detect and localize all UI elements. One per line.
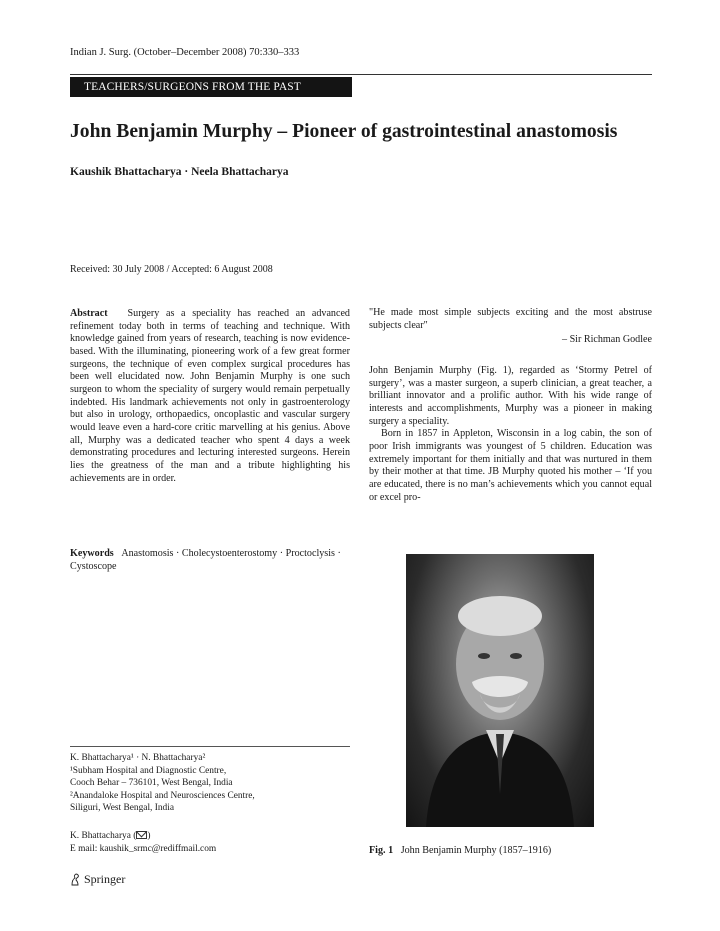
article-authors: Kaushik Bhattacharya · Neela Bhattacharya bbox=[70, 166, 289, 178]
abstract-label: Abstract bbox=[70, 308, 108, 319]
abstract bbox=[70, 308, 350, 485]
epigraph-attribution: – Sir Richman Godlee bbox=[562, 334, 652, 345]
affiliation-line: ²Anandaloke Hospital and Neurosciences Centre, bbox=[70, 790, 255, 801]
body-paragraph-1: John Benjamin Murphy (Fig. 1), regarded as ‘Stormy Petrel of surgery’, was a master surgeon, a superb clinician, a great teacher, a brilliant innovator and a prolific author. With his wide range of interests and accomplishments, Murphy was a pioneer in making surgery a speciality. bbox=[369, 365, 652, 427]
journal-reference: Indian J. Surg. (October–December 2008) 70:330–333 bbox=[70, 47, 300, 58]
keywords-label: Keywords bbox=[70, 548, 114, 559]
portrait-photo bbox=[406, 554, 594, 827]
author-affiliations bbox=[70, 752, 355, 815]
epigraph-quote: "He made most simple subjects exciting and the most abstruse subjects clear" bbox=[369, 307, 652, 331]
affiliation-line: K. Bhattacharya¹ · N. Bhattacharya² bbox=[70, 753, 206, 763]
section-banner: TEACHERS/SURGEONS FROM THE PAST bbox=[70, 77, 352, 97]
header-rule bbox=[70, 74, 652, 75]
correspondence-email[interactable]: E mail: kaushik_srmc@rediffmail.com bbox=[70, 843, 217, 854]
springer-horse-icon bbox=[70, 873, 80, 886]
abstract-text: Surgery as a speciality has reached an advanced refinement today both in terms of teaching and technique. With knowledge gained from years of research, teaching is now evidence-based. With the illuminating, pioneering work of a few great former surgeons, the technique of even complex surgical procedures has been well elucidated now. John Benjamin Murphy is one such surgeon to whom the speciality of surgery would remain perpetually indebted. His landmark achievements not only in gastroenterology but also in urology, orthopaedics, oncoplastic and vascular surgery would leave even a hard-core critic marvelling at his genius. Above all, Murphy was a dedicated teacher who spent 4 days a week demonstrating procedures and lecturing interested surgeons. Herein lies the greatness of the man and a tribute highlighting his achievements are in order. bbox=[70, 308, 350, 484]
received-date: Received: 30 July 2008 / Accepted: 6 August 2008 bbox=[70, 264, 273, 275]
affiliation-rule bbox=[70, 746, 350, 747]
keywords-text: Anastomosis · Cholecystoenterostomy · Proctoclysis · Cystoscope bbox=[70, 548, 341, 572]
affiliation-line: ¹Subham Hospital and Diagnostic Centre, bbox=[70, 765, 227, 776]
correspondence-name: K. Bhattacharya ( ) bbox=[70, 831, 151, 841]
publisher-name: Springer bbox=[84, 872, 126, 886]
correspondence bbox=[70, 830, 216, 855]
keywords bbox=[70, 548, 350, 573]
figure-label: Fig. 1 bbox=[369, 845, 394, 856]
body-text bbox=[369, 365, 652, 504]
affiliation-line: Cooch Behar – 736101, West Bengal, India bbox=[70, 778, 233, 789]
envelope-icon bbox=[136, 831, 147, 839]
article-title: John Benjamin Murphy – Pioneer of gastrointestinal anastomosis bbox=[70, 121, 618, 142]
figure-caption-text: John Benjamin Murphy (1857–1916) bbox=[400, 845, 552, 856]
publisher-logo bbox=[70, 872, 125, 887]
body-paragraph-2: Born in 1857 in Appleton, Wisconsin in a log cabin, the son of poor Irish immigrants was youngest of 5 children. Education was extremely important for them initially and that was nurtured in them by their mother at that time. JB Murphy quoted his mother – ‘If you are educated, there is no man’s achievements which you cannot equal or excel pro- bbox=[369, 428, 652, 503]
figure-caption bbox=[369, 845, 551, 856]
portrait-figure bbox=[406, 554, 594, 827]
affiliation-line: Siliguri, West Bengal, India bbox=[70, 803, 175, 814]
